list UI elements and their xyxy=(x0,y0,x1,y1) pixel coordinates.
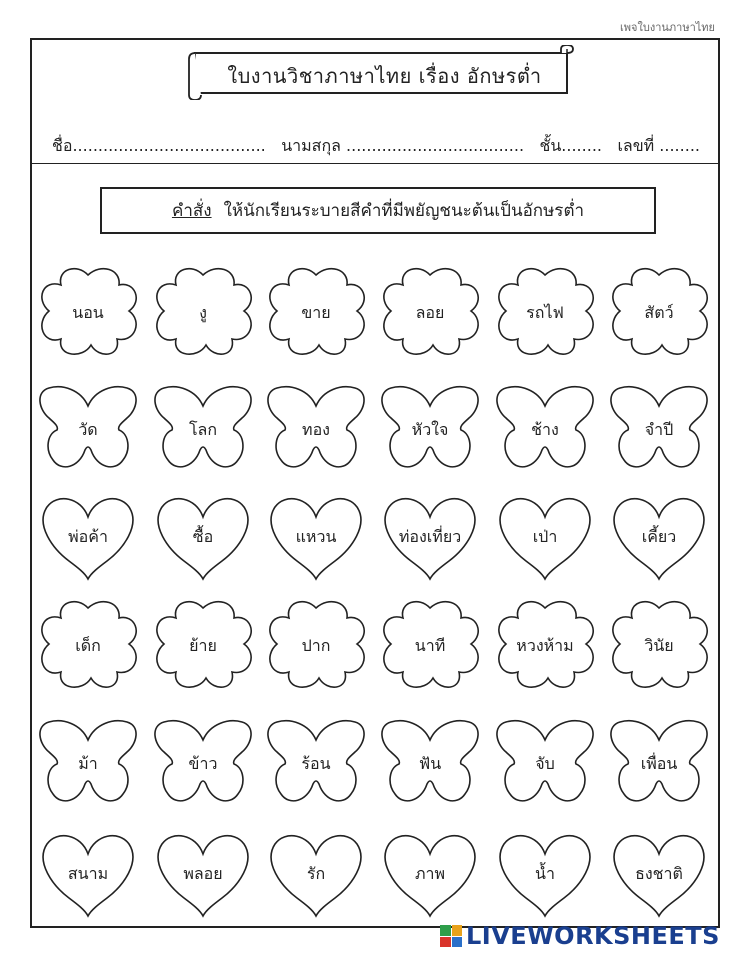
flower-card[interactable] xyxy=(263,596,369,692)
butterfly-card[interactable] xyxy=(263,380,369,476)
instruction-box xyxy=(100,187,656,234)
butterfly-card[interactable] xyxy=(606,380,712,476)
flower-card[interactable] xyxy=(492,596,598,692)
heart-card[interactable] xyxy=(150,824,256,920)
shape-word: เพื่อน xyxy=(640,754,678,773)
shape-word: ขาย xyxy=(301,303,331,322)
shape-word: เป่า xyxy=(532,527,558,546)
surname-field[interactable]: นามสกุล ................................... xyxy=(281,136,525,155)
shape-word: ช้าง xyxy=(531,420,559,439)
shape-word: จับ xyxy=(535,754,555,773)
heart-card[interactable] xyxy=(606,487,712,583)
instruction-text: ให้นักเรียนระบายสีคำที่มีพยัญชนะต้นเป็นอักษรต่ำ xyxy=(223,201,585,221)
butterfly-card[interactable] xyxy=(150,380,256,476)
heart-card[interactable] xyxy=(492,824,598,920)
butterfly-card[interactable] xyxy=(35,380,141,476)
flower-card[interactable] xyxy=(606,596,712,692)
header-divider xyxy=(32,163,718,164)
heart-card[interactable] xyxy=(492,487,598,583)
flower-card[interactable] xyxy=(150,596,256,692)
number-field[interactable]: เลขที่ ........ xyxy=(617,136,700,155)
shape-word: ม้า xyxy=(78,754,98,773)
student-info-line xyxy=(52,134,700,159)
shape-word: รถไฟ xyxy=(526,303,564,322)
shape-word: เด็ก xyxy=(75,636,101,655)
page-title: ใบงานวิชาภาษาไทย เรื่อง อักษรต่ำ xyxy=(227,64,542,88)
heart-card[interactable] xyxy=(150,487,256,583)
butterfly-card[interactable] xyxy=(377,380,483,476)
shape-word: หวงห้าม xyxy=(516,636,574,655)
flower-card[interactable] xyxy=(35,263,141,359)
heart-card[interactable] xyxy=(263,487,369,583)
shape-word: โลก xyxy=(188,420,218,439)
shape-word: หัวใจ xyxy=(411,420,449,439)
shape-word: ธงชาติ xyxy=(635,864,683,883)
heart-card[interactable] xyxy=(377,824,483,920)
shape-word: ทอง xyxy=(302,420,330,439)
shape-word: พ่อค้า xyxy=(68,527,108,546)
shape-word: น้ำ xyxy=(535,864,555,883)
shape-word: พลอย xyxy=(183,864,223,883)
butterfly-card[interactable] xyxy=(263,714,369,810)
shape-word: สัตว์ xyxy=(644,303,674,322)
butterfly-card[interactable] xyxy=(377,714,483,810)
logo-blocks-icon xyxy=(440,925,462,947)
flower-card[interactable] xyxy=(377,596,483,692)
title-banner xyxy=(187,45,582,100)
heart-card[interactable] xyxy=(263,824,369,920)
butterfly-card[interactable] xyxy=(492,714,598,810)
flower-card[interactable] xyxy=(377,263,483,359)
shape-word: ภาพ xyxy=(414,864,446,883)
shape-word: ซื้อ xyxy=(192,527,214,546)
shape-word: นอน xyxy=(72,303,104,322)
liveworksheets-logo xyxy=(440,921,720,951)
shape-word: ร้อน xyxy=(301,754,331,773)
name-field[interactable]: ชื่อ...................................... xyxy=(52,136,266,155)
shape-word: ข้าว xyxy=(188,754,218,773)
shape-word: นาที xyxy=(414,636,446,655)
heart-card[interactable] xyxy=(35,824,141,920)
shape-word: ลอย xyxy=(415,303,445,322)
flower-card[interactable] xyxy=(35,596,141,692)
shape-word: แหวน xyxy=(295,527,337,546)
shape-word: ท่องเที่ยว xyxy=(398,527,462,546)
butterfly-card[interactable] xyxy=(606,714,712,810)
shape-word: วินัย xyxy=(644,636,674,655)
shape-word: งู xyxy=(199,303,207,322)
shape-word: ปาก xyxy=(301,636,331,655)
shape-word: จำปี xyxy=(644,420,674,439)
flower-card[interactable] xyxy=(606,263,712,359)
page-label: เพจใบงานภาษาไทย xyxy=(620,21,715,34)
instruction-key: คำสั่ง xyxy=(171,201,212,221)
grade-field[interactable]: ชั้น........ xyxy=(539,136,602,155)
butterfly-card[interactable] xyxy=(150,714,256,810)
shape-word: วัด xyxy=(78,420,98,439)
shape-word: เคี้ยว xyxy=(641,527,677,546)
logo-text: LIVEWORKSHEETS xyxy=(466,922,720,950)
flower-card[interactable] xyxy=(492,263,598,359)
heart-card[interactable] xyxy=(377,487,483,583)
shape-word: ฟัน xyxy=(418,754,442,773)
butterfly-card[interactable] xyxy=(492,380,598,476)
butterfly-card[interactable] xyxy=(35,714,141,810)
shape-word: สนาม xyxy=(67,864,109,883)
flower-card[interactable] xyxy=(150,263,256,359)
shape-word: ย้าย xyxy=(189,636,217,655)
shape-word: รัก xyxy=(306,864,326,883)
heart-card[interactable] xyxy=(35,487,141,583)
flower-card[interactable] xyxy=(263,263,369,359)
heart-card[interactable] xyxy=(606,824,712,920)
